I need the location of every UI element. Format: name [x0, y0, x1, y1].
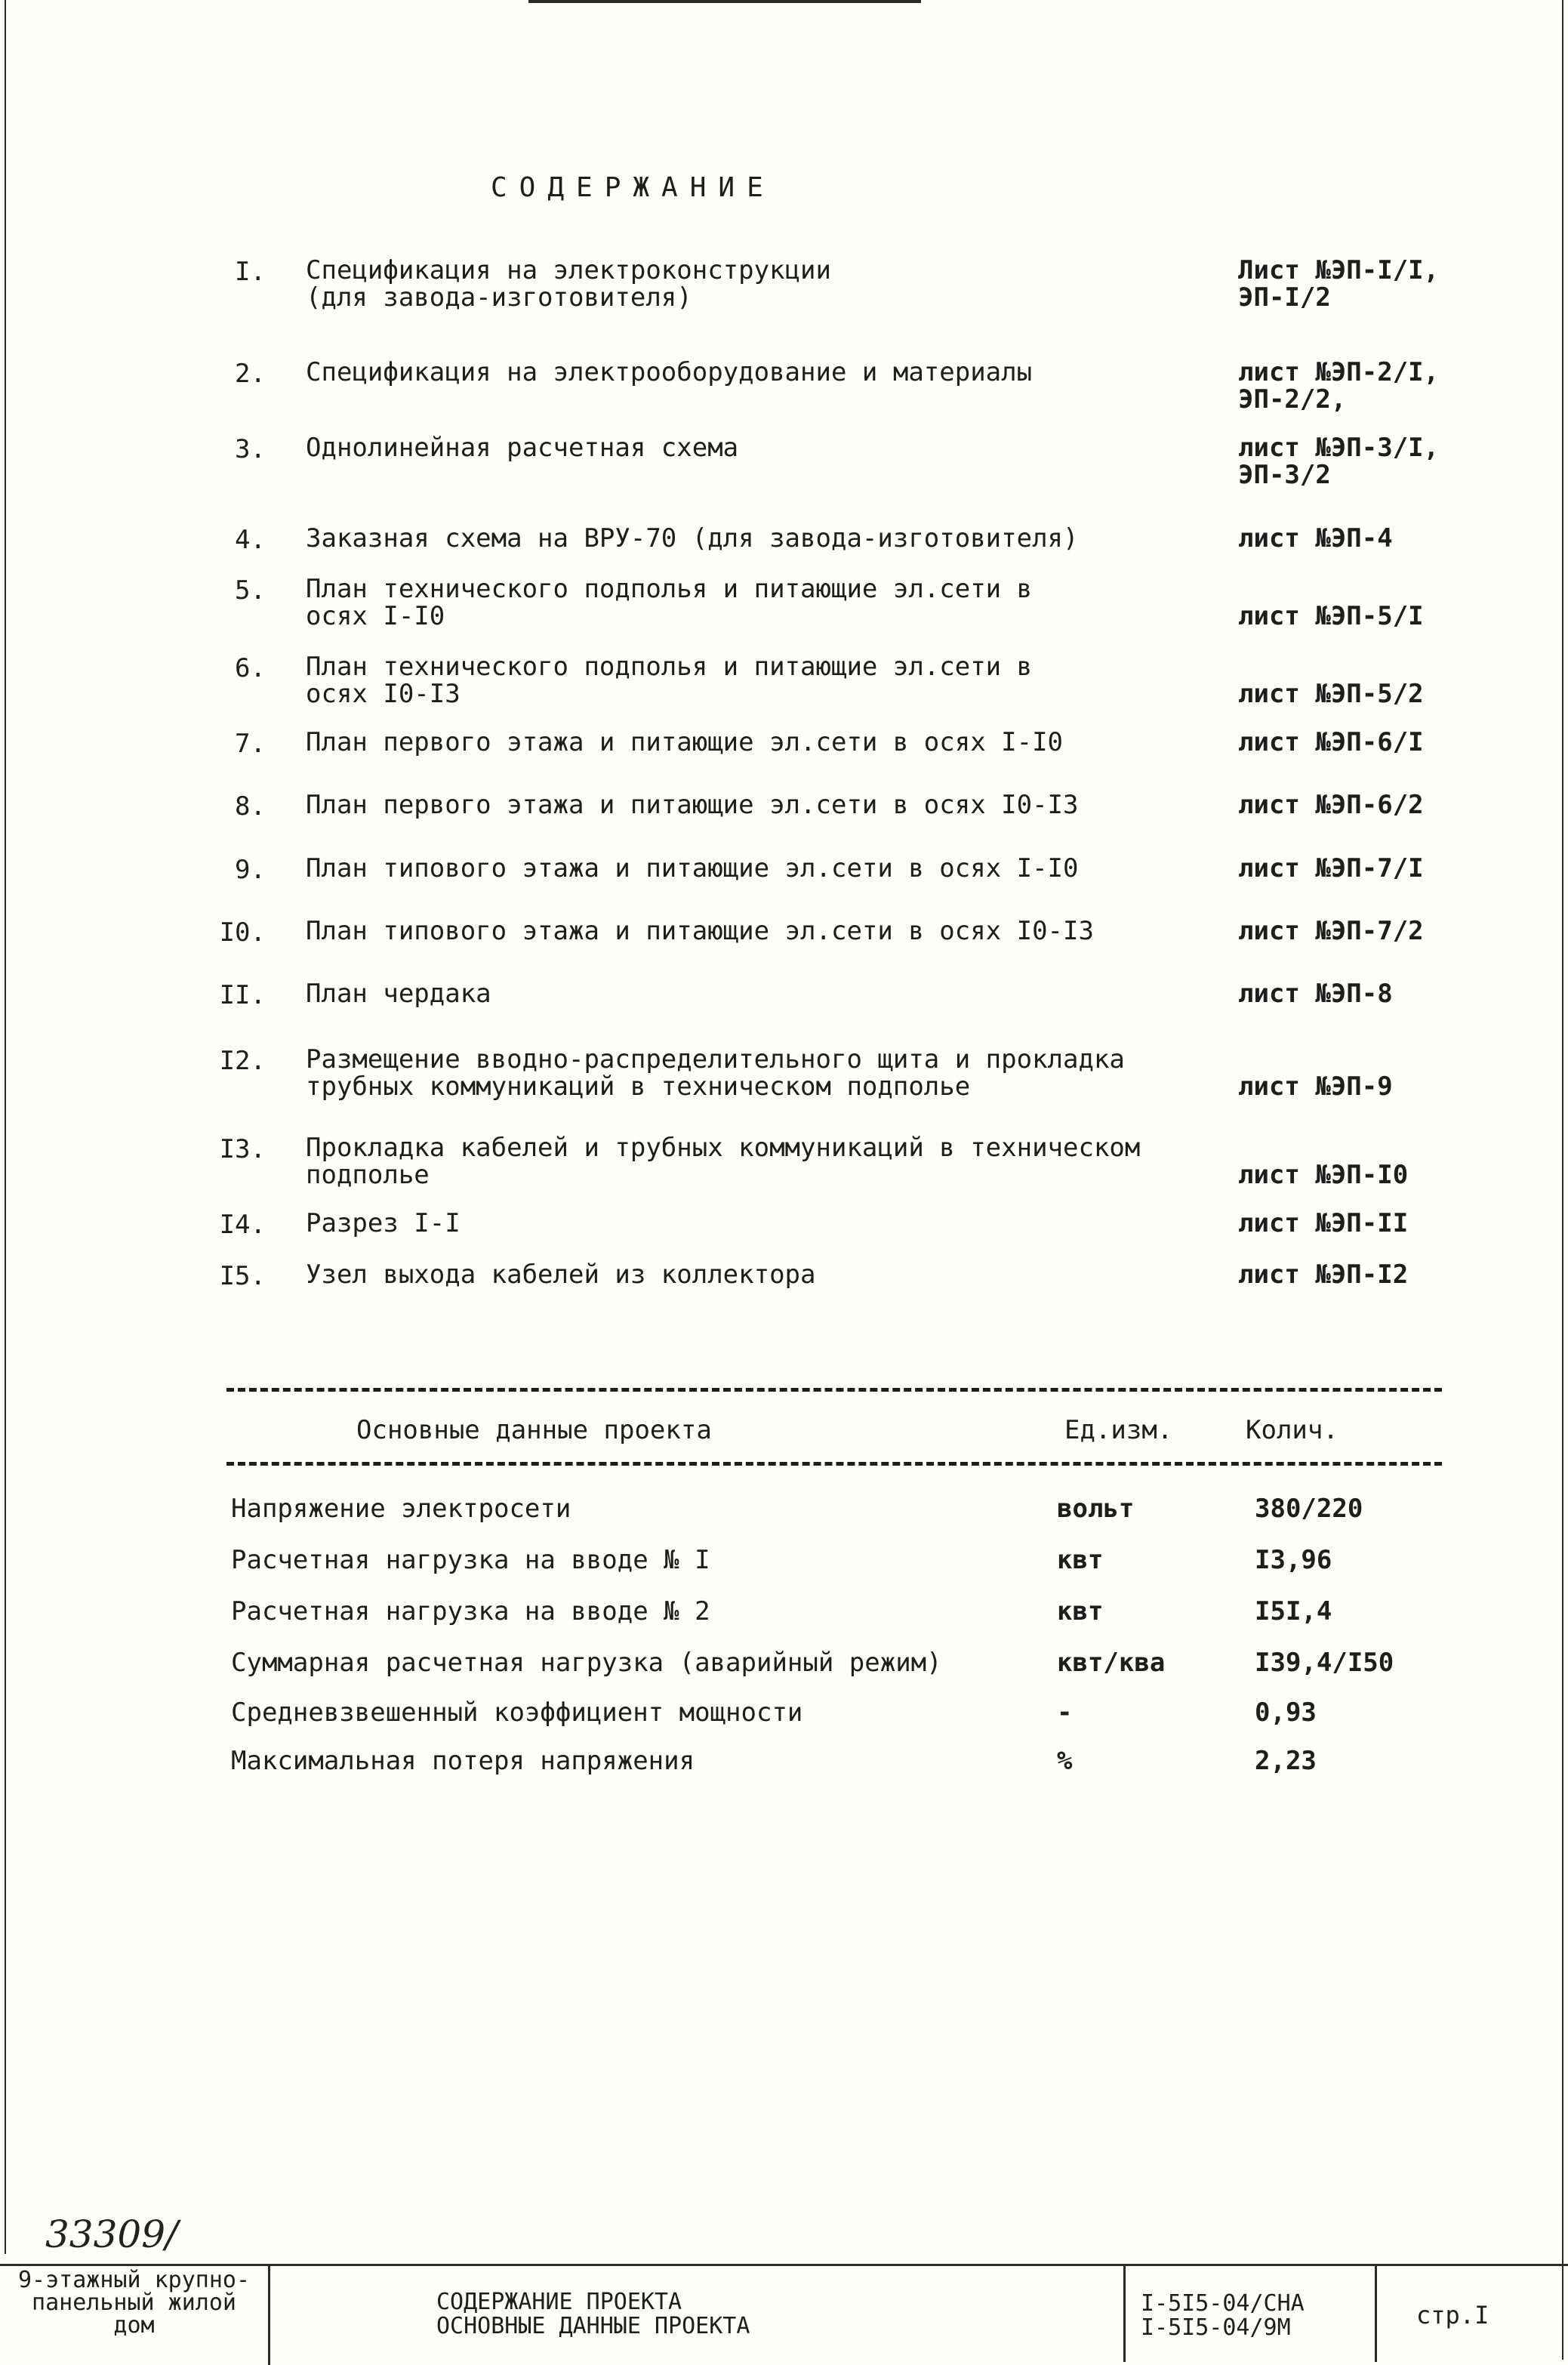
row-unit: квт [1057, 1596, 1104, 1627]
toc-item-text: План чердака [306, 979, 491, 1009]
title-block-sheet-title: СОДЕРЖАНИЕ ПРОЕКТА ОСНОВНЫЕ ДАННЫЕ ПРОЕКТА [436, 2289, 750, 2339]
toc-item-sheet: лист №ЭП-8 [1238, 979, 1393, 1009]
toc-item-sheet: лист №ЭП-6/I [1238, 727, 1424, 757]
page-title: СОДЕРЖАНИЕ [491, 172, 775, 203]
row-unit: % [1057, 1746, 1073, 1776]
toc-item-number: I5. [219, 1261, 266, 1291]
toc-item-number: I. [235, 257, 266, 287]
toc-item-number: I3. [219, 1134, 266, 1164]
toc-item-sheet: лист №ЭП-2/I, ЭП-2/2, [1238, 357, 1440, 415]
row-unit: квт [1057, 1545, 1104, 1575]
header-project-data: Основные данные проекта [356, 1415, 712, 1445]
row-unit: - [1057, 1697, 1073, 1728]
toc-item-text: План технического подполья и питающие эл.сети в осях I0-I3 [306, 652, 1033, 709]
toc-item-sheet: лист №ЭП-5/2 [1238, 679, 1424, 709]
toc-item-number: I4. [219, 1210, 266, 1240]
title-block-page-cell [1377, 2266, 1562, 2362]
row-parameter-name: Расчетная нагрузка на вводе № I [231, 1545, 710, 1575]
row-value: 2,23 [1255, 1746, 1317, 1776]
toc-item-number: I0. [219, 917, 266, 948]
toc-item-number: 6. [235, 653, 266, 683]
table-header-rule [226, 1462, 1442, 1466]
toc-item-sheet: лист №ЭП-7/2 [1238, 916, 1424, 946]
toc-item-text: Размещение вводно-распределительного щита и прокладка трубных коммуникаций в техническом подполье [306, 1044, 1125, 1102]
row-value: 0,93 [1255, 1697, 1317, 1728]
toc-item-number: 9. [235, 855, 266, 885]
toc-item-text: План технического подполья и питающие эл.сети в осях I-I0 [306, 574, 1033, 631]
table-top-rule [226, 1388, 1442, 1392]
toc-item-text: Узел выхода кабелей из коллектора [306, 1260, 816, 1290]
toc-item-sheet: лист №ЭП-6/2 [1238, 790, 1424, 820]
toc-item-sheet: лист №ЭП-3/I, ЭП-3/2 [1238, 433, 1440, 490]
toc-item-text: План первого этажа и питающие эл.сети в осях I0-I3 [306, 790, 1079, 820]
row-value: I5I,4 [1255, 1596, 1332, 1627]
handwritten-inventory-number: 33309/ [45, 2212, 178, 2256]
row-parameter-name: Максимальная потеря напряжения [231, 1746, 695, 1776]
row-value: I39,4/I50 [1255, 1648, 1394, 1678]
toc-item-text: Спецификация на электрооборудование и материалы [306, 357, 1033, 387]
toc-item-sheet: лист №ЭП-I2 [1238, 1260, 1409, 1290]
toc-item-number: II. [219, 980, 266, 1010]
toc-item-number: 4. [235, 525, 266, 555]
row-parameter-name: Напряжение электросети [231, 1494, 571, 1524]
title-block-sheet-title-cell [270, 2266, 1126, 2362]
toc-item-number: I2. [219, 1046, 266, 1076]
toc-item-sheet: лист №ЭП-5/I [1238, 601, 1424, 631]
left-border-line [5, 0, 6, 2254]
toc-item-number: 5. [235, 575, 266, 606]
row-unit: квт/ква [1057, 1648, 1166, 1678]
header-unit: Ед.изм. [1064, 1415, 1173, 1445]
row-value: I3,96 [1255, 1545, 1332, 1575]
row-parameter-name: Средневзвешенный коэффициент мощности [231, 1697, 803, 1728]
toc-item-text: Разрез I-I [306, 1208, 461, 1238]
right-border-line [1562, 0, 1563, 2360]
toc-item-sheet: лист №ЭП-9 [1238, 1071, 1393, 1102]
header-quantity: Колич. [1246, 1415, 1338, 1445]
toc-item-text: Однолинейная расчетная схема [306, 433, 739, 463]
toc-item-sheet: лист №ЭП-II [1238, 1208, 1409, 1238]
toc-item-sheet: лист №ЭП-I0 [1238, 1160, 1409, 1190]
title-block-building: 9-этажный крупно- панельный жилой дом [0, 2266, 270, 2365]
row-value: 380/220 [1255, 1494, 1363, 1524]
row-parameter-name: Расчетная нагрузка на вводе № 2 [231, 1596, 710, 1627]
toc-item-text: План первого этажа и питающие эл.сети в осях I-I0 [306, 727, 1064, 757]
toc-item-number: 3. [235, 434, 266, 464]
toc-item-number: 2. [235, 359, 266, 389]
top-edge-mark [528, 0, 921, 3]
toc-item-number: 7. [235, 729, 266, 759]
title-block-codes-cell [1126, 2266, 1377, 2362]
toc-item-text: Спецификация на электроконструкции (для завода-изготовителя) [306, 255, 831, 313]
title-block [0, 2264, 1568, 2362]
row-unit: вольт [1057, 1494, 1135, 1524]
title-block-codes: I-5I5-04/СНА I-5I5-04/9М [1141, 2290, 1305, 2341]
toc-item-sheet: лист №ЭП-4 [1238, 523, 1393, 553]
toc-item-number: 8. [235, 791, 266, 822]
title-block-page: стр.I [1416, 2301, 1489, 2330]
row-parameter-name: Суммарная расчетная нагрузка (аварийный режим) [231, 1648, 942, 1678]
toc-item-sheet: Лист №ЭП-I/I, ЭП-I/2 [1238, 255, 1440, 313]
toc-item-sheet: лист №ЭП-7/I [1238, 853, 1424, 883]
toc-item-text: Заказная схема на ВРУ-70 (для завода-изготовителя) [306, 523, 1079, 553]
toc-item-text: План типового этажа и питающие эл.сети в осях I-I0 [306, 853, 1079, 883]
toc-item-text: План типового этажа и питающие эл.сети в осях I0-I3 [306, 916, 1094, 946]
toc-item-text: Прокладка кабелей и трубных коммуникаций в техническом подполье [306, 1133, 1141, 1190]
